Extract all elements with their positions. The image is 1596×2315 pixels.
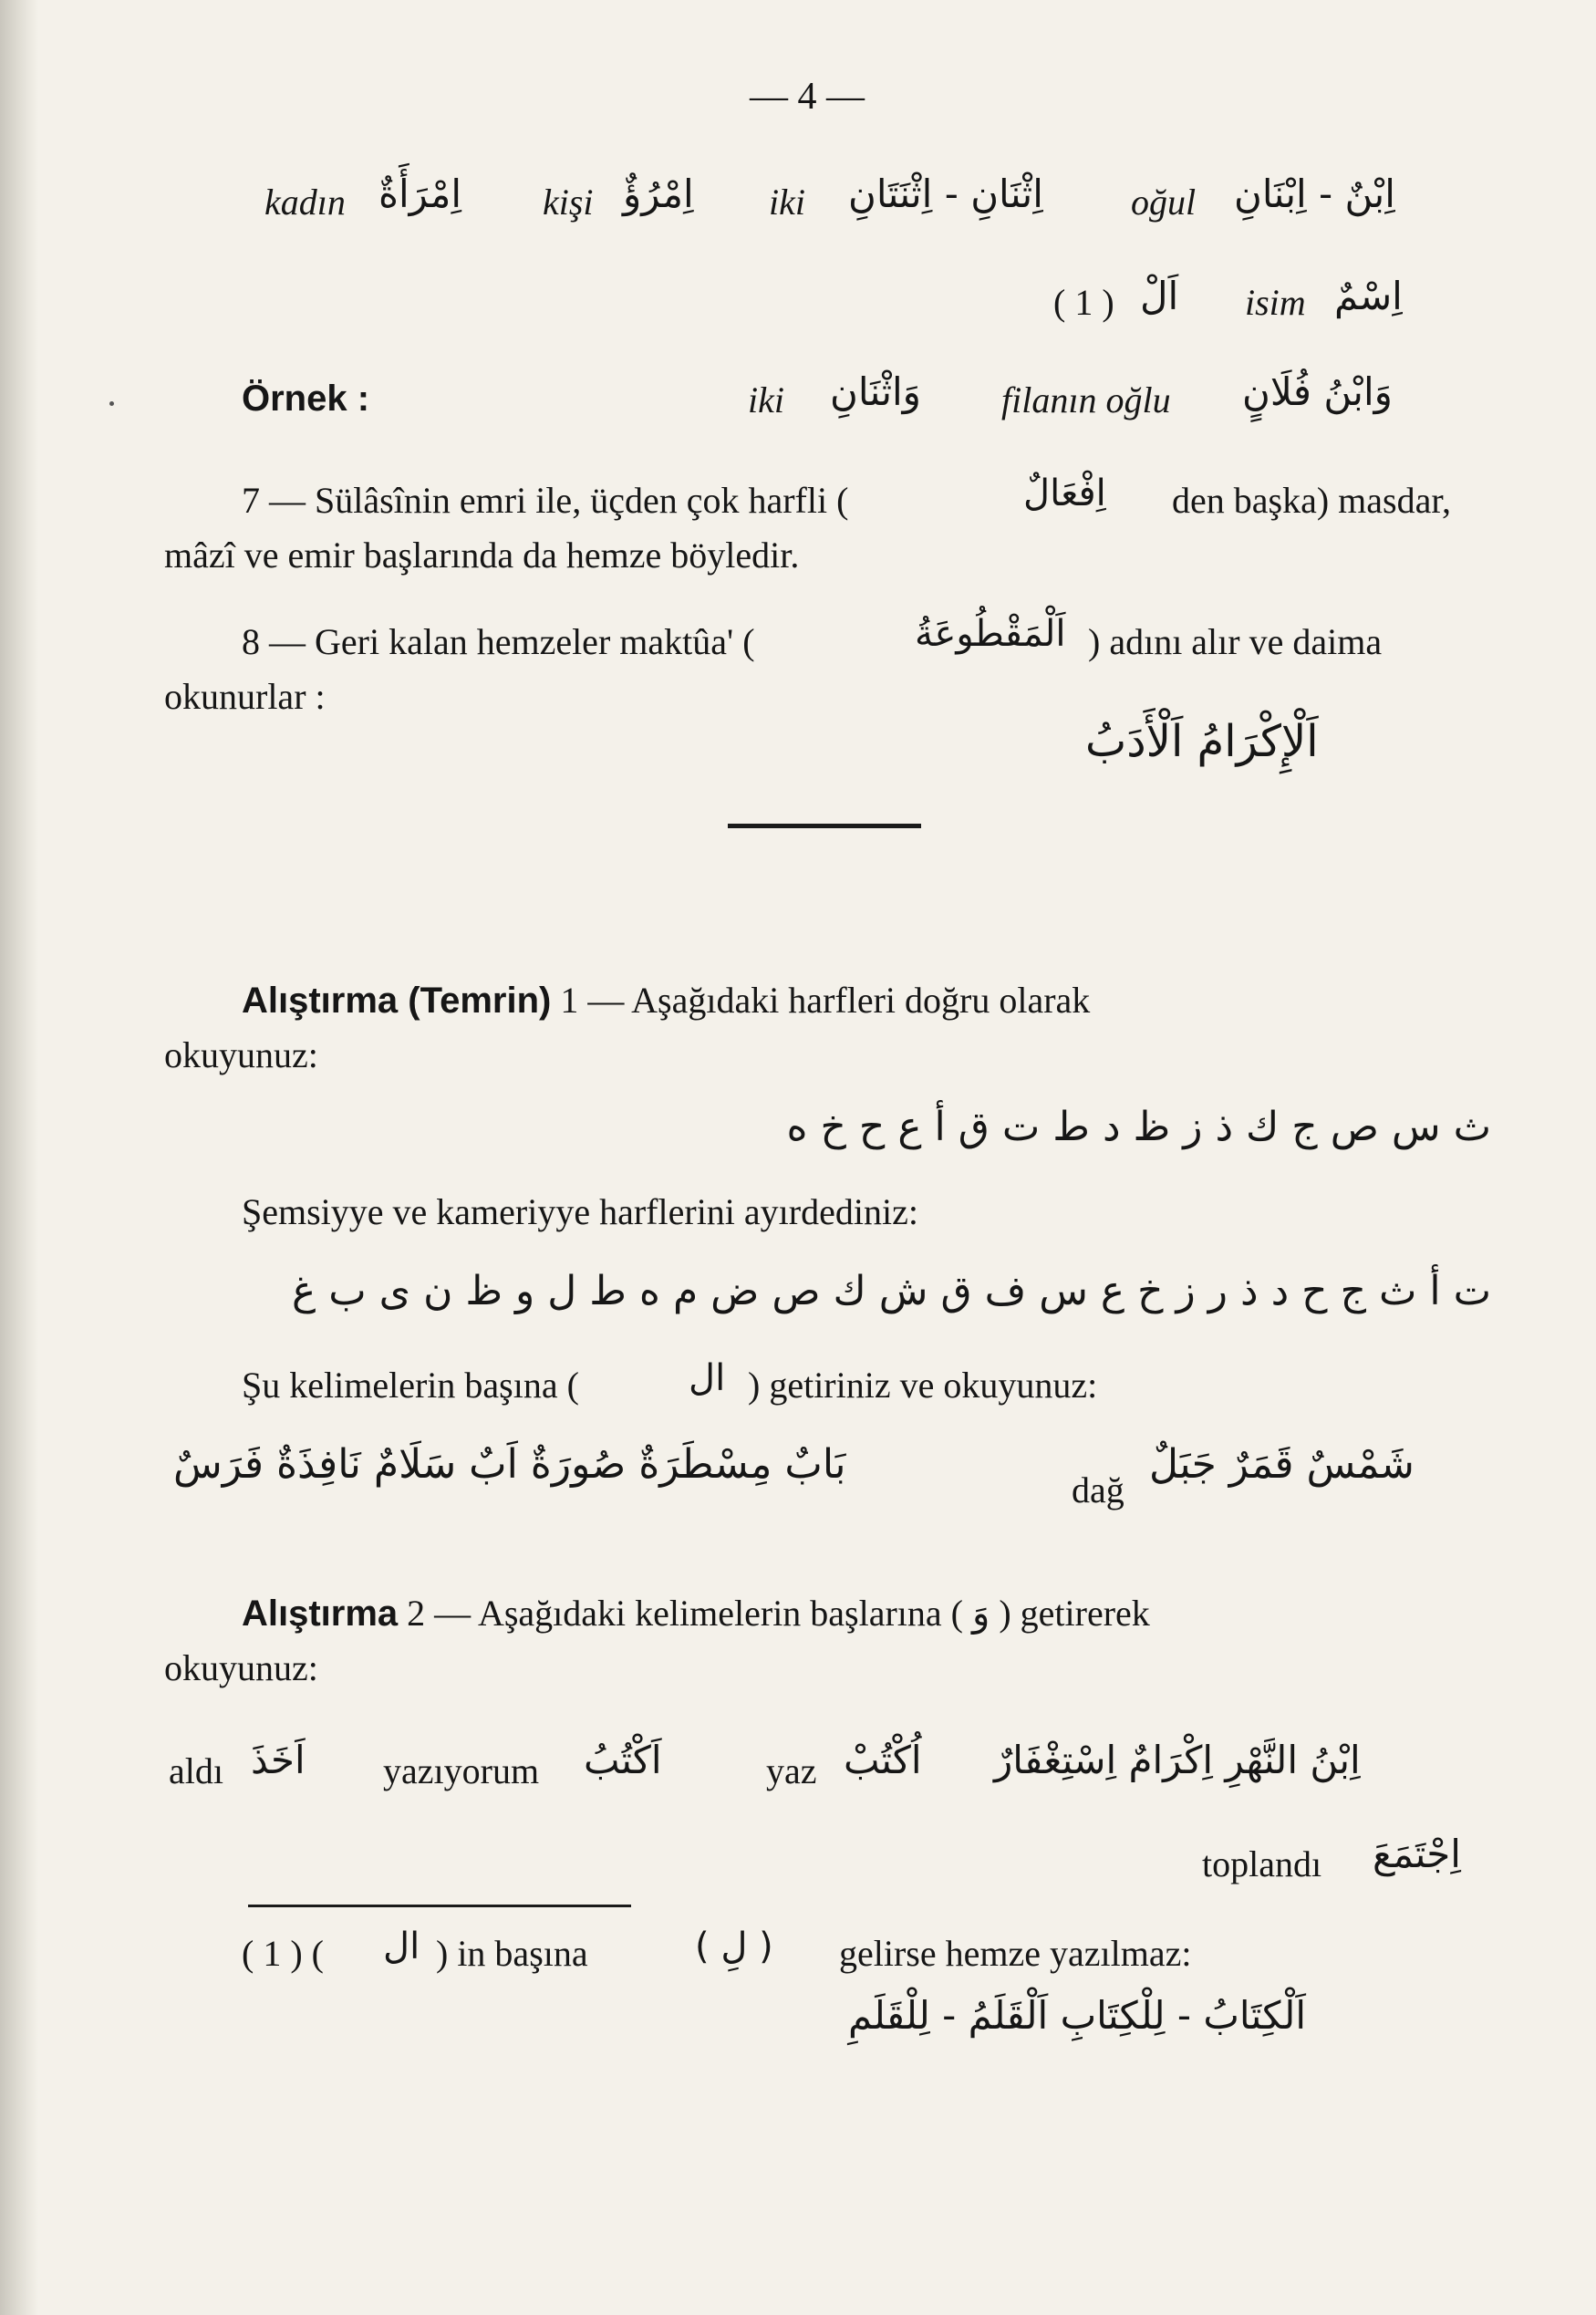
word-ogul-ar: اِبْنٌ - اِبْنَانِ bbox=[1234, 171, 1395, 216]
exercise-1-word-dag: dağ bbox=[1072, 1469, 1124, 1510]
exercise-2-row-right-ar: اِبْنُ النَّهْرِ اِكْرَامٌ اِسْتِغْفَارٌ bbox=[994, 1738, 1361, 1782]
exercise-2-title-rest-a: 2 — Aşağıdaki kelimelerin başlarına ( bbox=[407, 1593, 963, 1634]
footnote-ref: ( 1 ) bbox=[1053, 282, 1114, 323]
exercise-2-word-aldi-ar: اَخَذَ bbox=[251, 1738, 306, 1782]
section-divider bbox=[728, 824, 921, 828]
exercise-1-instruction-3a: Şu kelimelerin başına ( bbox=[242, 1365, 579, 1406]
exercise-1-words-left-ar: بَابٌ مِسْطَرَةٌ صُورَةٌ اَبٌ سَلَامٌ نَافِذَةٌ فَرَسٌ bbox=[173, 1441, 846, 1488]
word-ogul: oğul bbox=[1131, 182, 1197, 223]
rule-7-line-1a: 7 — Sülâsînin emri ile, üçden çok harfli ( bbox=[242, 480, 849, 521]
footnote-ar-1: ال bbox=[383, 1926, 420, 1967]
rule-8-line-1b: ) adını alır ve daima bbox=[1088, 621, 1383, 662]
exercise-2-word-yaziyorum-ar: اَكْتُبُ bbox=[584, 1738, 662, 1782]
exercise-1-letters: ث س ص ج ك ذ ز ظ د ط ت ق أ ع ح خ ه bbox=[786, 1104, 1491, 1150]
exercise-1-instruction-3-ar: ال bbox=[689, 1357, 726, 1399]
rule-8-example-ar: اَلْإِكْرَامُ اَلْأَدَبُ bbox=[1085, 716, 1319, 767]
exercise-1-instruction-2: Şemsiyye ve kameriyye harflerini ayırdediniz: bbox=[242, 1191, 918, 1232]
rule-7-line-2: mâzî ve emir başlarında da hemze böyledir. bbox=[164, 535, 800, 576]
exercise-2-title bbox=[242, 1592, 1150, 1635]
footnote-mark: ( 1 ) ( bbox=[242, 1933, 324, 1974]
exercise-2-word-aldi: aldı bbox=[169, 1750, 223, 1791]
exercise-2-word-yaz: yaz bbox=[766, 1750, 817, 1791]
footnote-example-ar: اَلْكِتَابُ - لِلْكِتَابِ اَلْقَلَمُ - لِلْقَلَمِ bbox=[848, 1993, 1307, 2038]
stray-dot bbox=[109, 401, 114, 406]
footnote-rest: gelirse hemze yazılmaz: bbox=[839, 1933, 1192, 1974]
exercise-1-title bbox=[242, 979, 1090, 1022]
page-number: — 4 — bbox=[750, 76, 865, 118]
rule-7-ar: اِفْعَالٌ bbox=[1023, 472, 1106, 514]
example-word-filan-ar: وَابْنُ فُلَانٍ bbox=[1242, 369, 1393, 414]
rule-8-line-2: okunurlar : bbox=[164, 676, 326, 717]
exercise-2-word-yaz-ar: اُكْتُبْ bbox=[844, 1738, 922, 1782]
example-word-filan: filanın oğlu bbox=[1001, 379, 1171, 420]
word-iki: iki bbox=[769, 182, 805, 223]
rule-8-ar: اَلْمَقْطُوعَةُ bbox=[915, 613, 1066, 655]
exercise-2-title-bold: Alıştırma bbox=[242, 1594, 399, 1634]
al-article-ar: اَلْ bbox=[1140, 274, 1179, 318]
word-kisi-ar: اِمْرُؤٌ bbox=[623, 171, 694, 216]
exercise-1-title-line-2: okuyunuz: bbox=[164, 1034, 318, 1075]
exercise-2-word-toplandi-ar: اِجْتَمَعَ bbox=[1373, 1832, 1461, 1876]
word-iki-ar: اِثْنَانِ - اِثْنَتَانِ bbox=[848, 171, 1043, 216]
scan-edge bbox=[0, 0, 38, 2315]
exercise-2-title-ar: وَ bbox=[972, 1593, 990, 1635]
exercise-2-word-yaziyorum: yazıyorum bbox=[383, 1750, 540, 1791]
exercise-1-title-bold: Alıştırma (Temrin) bbox=[242, 981, 552, 1021]
example-word-iki-ar: وَاثْنَانِ bbox=[830, 369, 921, 414]
rule-7-line-1b: den başka) masdar, bbox=[1172, 480, 1452, 521]
word-kadin-ar: اِمْرَأَةٌ bbox=[378, 171, 462, 216]
word-isim-ar: اِسْمٌ bbox=[1334, 274, 1403, 318]
exercise-1-title-rest: 1 — Aşağıdaki harfleri doğru olarak bbox=[560, 980, 1091, 1021]
footnote-ar-2: ( لِ ) bbox=[695, 1926, 773, 1967]
word-isim: isim bbox=[1245, 282, 1306, 323]
exercise-1-words-right-ar: شَمْسٌ قَمَرٌ جَبَلٌ bbox=[1149, 1441, 1415, 1488]
word-kisi: kişi bbox=[543, 182, 594, 223]
footnote-in-basina: ) in başına bbox=[436, 1933, 588, 1974]
example-label: Örnek : bbox=[242, 379, 370, 419]
exercise-2-word-toplandi: toplandı bbox=[1202, 1843, 1322, 1884]
footnote-divider bbox=[248, 1905, 631, 1907]
exercise-2-title-line-2: okuyunuz: bbox=[164, 1647, 318, 1688]
exercise-1-letters-2: ت أ ث ج ح د ذ ر ز خ ع س ف ق ش ك ص ض م ه ط ل و ظ ن ى ب غ bbox=[292, 1268, 1491, 1314]
rule-8-line-1a: 8 — Geri kalan hemzeler maktûa' ( bbox=[242, 621, 755, 662]
word-kadin: kadın bbox=[264, 182, 346, 223]
exercise-2-title-rest-b: ) getirerek bbox=[999, 1593, 1150, 1634]
exercise-1-instruction-3b: ) getiriniz ve okuyunuz: bbox=[748, 1365, 1098, 1406]
example-word-iki: iki bbox=[748, 379, 784, 420]
